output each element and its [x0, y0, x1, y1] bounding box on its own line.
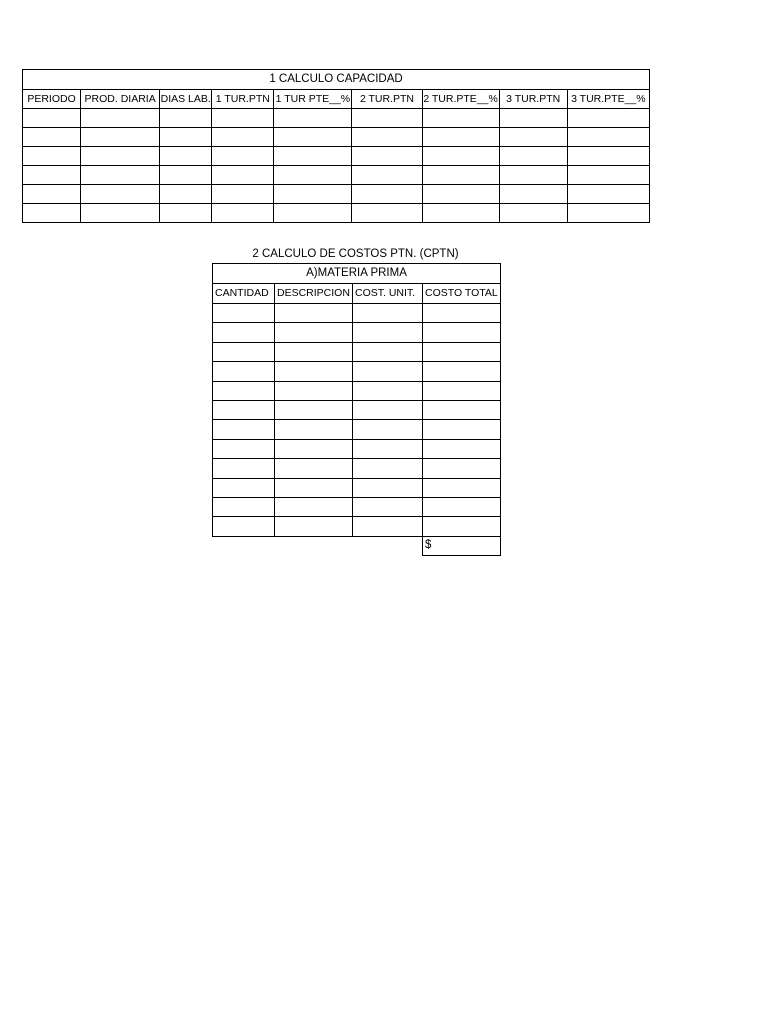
materia-prima-table-row [213, 323, 501, 342]
table-cell[interactable] [212, 204, 274, 223]
table-cell[interactable] [353, 381, 423, 400]
table-cell[interactable] [275, 459, 353, 478]
materia-prima-table-row [213, 497, 501, 516]
capacity-table-row [23, 204, 650, 223]
header-3-tur-ptn: 3 TUR.PTN [499, 90, 567, 109]
table-cell[interactable] [353, 304, 423, 323]
table-cell[interactable] [423, 342, 501, 361]
table-cell[interactable] [212, 128, 274, 147]
materia-prima-table-row [213, 420, 501, 439]
header-costo-total: COSTO TOTAL [423, 284, 501, 304]
table-cell[interactable] [274, 147, 352, 166]
table-cell[interactable] [423, 304, 501, 323]
table-cell[interactable] [213, 497, 275, 516]
table-cell[interactable] [23, 128, 81, 147]
table-cell[interactable] [422, 109, 499, 128]
materia-prima-table-row [213, 439, 501, 458]
table-cell[interactable] [423, 439, 501, 458]
header-cantidad: CANTIDAD [213, 284, 275, 304]
costo-total-sum-cell[interactable]: $ [423, 536, 501, 555]
table-cell[interactable] [422, 147, 499, 166]
table-cell[interactable] [353, 497, 423, 516]
table-cell[interactable] [499, 147, 567, 166]
table-cell[interactable] [213, 342, 275, 361]
materia-header-row [213, 284, 501, 304]
table-cell[interactable] [353, 459, 423, 478]
materia-prima-table-row [213, 400, 501, 419]
table-cell[interactable] [23, 204, 81, 223]
table-cell[interactable] [213, 400, 275, 419]
table-cell[interactable] [353, 362, 423, 381]
materia-prima-table [212, 263, 501, 556]
table-cell[interactable] [499, 204, 567, 223]
table-cell[interactable] [212, 147, 274, 166]
table-cell[interactable] [274, 204, 352, 223]
header-1-tur-pte: 1 TUR PTE__% [274, 90, 352, 109]
header-1-tur-ptn: 1 TUR.PTN [212, 90, 274, 109]
table-cell[interactable] [422, 166, 499, 185]
table-cell[interactable] [81, 128, 160, 147]
header-prod-diaria: PROD. DIARIA [81, 90, 160, 109]
table-cell[interactable] [275, 439, 353, 458]
table-cell[interactable] [353, 342, 423, 361]
materia-prima-table-row [213, 517, 501, 536]
table-cell[interactable] [275, 342, 353, 361]
table-cell[interactable] [212, 109, 274, 128]
table-cell[interactable] [274, 109, 352, 128]
table-cell[interactable] [160, 128, 212, 147]
table-cell[interactable] [353, 420, 423, 439]
table-cell[interactable] [160, 185, 212, 204]
table-cell[interactable] [423, 459, 501, 478]
table-cell[interactable] [275, 420, 353, 439]
table-cell[interactable] [23, 109, 81, 128]
table-cell[interactable] [352, 109, 422, 128]
table-cell[interactable] [422, 204, 499, 223]
table-cell[interactable] [23, 147, 81, 166]
materia-prima-table-row [213, 478, 501, 497]
table-cell[interactable] [213, 517, 275, 536]
table-cell[interactable] [274, 128, 352, 147]
table-cell[interactable] [81, 166, 160, 185]
table-cell[interactable] [422, 128, 499, 147]
capacity-table-title: 1 CALCULO CAPACIDAD [23, 70, 650, 90]
header-cost-unit: COST. UNIT. [353, 284, 423, 304]
capacity-table-body [23, 109, 650, 223]
table-cell[interactable] [352, 185, 422, 204]
capacity-table-row [23, 185, 650, 204]
table-cell[interactable] [567, 128, 649, 147]
table-cell[interactable] [422, 185, 499, 204]
table-cell[interactable] [423, 323, 501, 342]
table-cell[interactable] [567, 147, 649, 166]
table-cell[interactable] [160, 109, 212, 128]
table-cell[interactable] [423, 400, 501, 419]
table-cell[interactable] [81, 185, 160, 204]
table-cell[interactable] [353, 400, 423, 419]
table-cell[interactable] [275, 304, 353, 323]
table-cell[interactable] [274, 185, 352, 204]
header-periodo: PERIODO [23, 90, 81, 109]
table-cell[interactable] [23, 185, 81, 204]
header-descripcion: DESCRIPCION [275, 284, 353, 304]
table-cell[interactable] [213, 323, 275, 342]
table-cell[interactable] [352, 147, 422, 166]
materia-prima-title: A)MATERIA PRIMA [213, 264, 501, 284]
table-cell[interactable] [275, 381, 353, 400]
table-cell[interactable] [499, 109, 567, 128]
total-row-spacer [213, 536, 423, 555]
materia-prima-table-row [213, 362, 501, 381]
table-cell[interactable] [23, 166, 81, 185]
table-cell[interactable] [275, 497, 353, 516]
header-3-tur-pte: 3 TUR.PTE__% [567, 90, 649, 109]
table-cell[interactable] [353, 323, 423, 342]
table-cell[interactable] [275, 517, 353, 536]
materia-prima-table-row [213, 304, 501, 323]
capacity-table-row [23, 166, 650, 185]
materia-prima-table-row [213, 459, 501, 478]
table-cell[interactable] [160, 166, 212, 185]
table-cell[interactable] [213, 459, 275, 478]
table-cell[interactable] [81, 204, 160, 223]
table-cell[interactable] [567, 185, 649, 204]
table-cell[interactable] [352, 166, 422, 185]
table-cell[interactable] [352, 204, 422, 223]
table-cell[interactable] [423, 362, 501, 381]
table-cell[interactable] [274, 166, 352, 185]
table-cell[interactable] [213, 478, 275, 497]
table-cell[interactable] [275, 478, 353, 497]
table-cell[interactable] [81, 109, 160, 128]
table-cell[interactable] [423, 517, 501, 536]
materia-total-row [213, 536, 501, 555]
table-cell[interactable] [567, 204, 649, 223]
header-dias-lab: DIAS LAB. [160, 90, 212, 109]
table-cell[interactable] [160, 204, 212, 223]
table-cell[interactable] [213, 439, 275, 458]
table-cell[interactable] [213, 381, 275, 400]
capacity-table-row [23, 109, 650, 128]
table-cell[interactable] [499, 185, 567, 204]
table-cell[interactable] [213, 362, 275, 381]
table-cell[interactable] [275, 362, 353, 381]
capacity-header-row [23, 90, 650, 109]
table-cell[interactable] [567, 109, 649, 128]
table-cell[interactable] [352, 128, 422, 147]
table-cell[interactable] [213, 304, 275, 323]
table-cell[interactable] [353, 517, 423, 536]
table-cell[interactable] [160, 147, 212, 166]
table-cell[interactable] [567, 166, 649, 185]
table-cell[interactable] [353, 439, 423, 458]
table-cell[interactable] [275, 323, 353, 342]
materia-prima-table-row [213, 381, 501, 400]
table-cell[interactable] [353, 478, 423, 497]
table-cell[interactable] [275, 400, 353, 419]
table-cell[interactable] [423, 478, 501, 497]
table-cell[interactable] [423, 497, 501, 516]
table-cell[interactable] [212, 166, 274, 185]
table-cell[interactable] [212, 185, 274, 204]
table-cell[interactable] [81, 147, 160, 166]
header-2-tur-pte: 2 TUR.PTE__% [422, 90, 499, 109]
table-cell[interactable] [423, 420, 501, 439]
capacity-table-row [23, 128, 650, 147]
header-2-tur-ptn: 2 TUR.PTN [352, 90, 422, 109]
table-cell[interactable] [423, 381, 501, 400]
costs-section-title: 2 CALCULO DE COSTOS PTN. (CPTN) [252, 248, 459, 260]
table-cell[interactable] [499, 128, 567, 147]
materia-prima-table-body [213, 304, 501, 537]
materia-prima-table-row [213, 342, 501, 361]
capacity-table [22, 69, 650, 223]
table-cell[interactable] [499, 166, 567, 185]
table-cell[interactable] [213, 420, 275, 439]
capacity-table-row [23, 147, 650, 166]
